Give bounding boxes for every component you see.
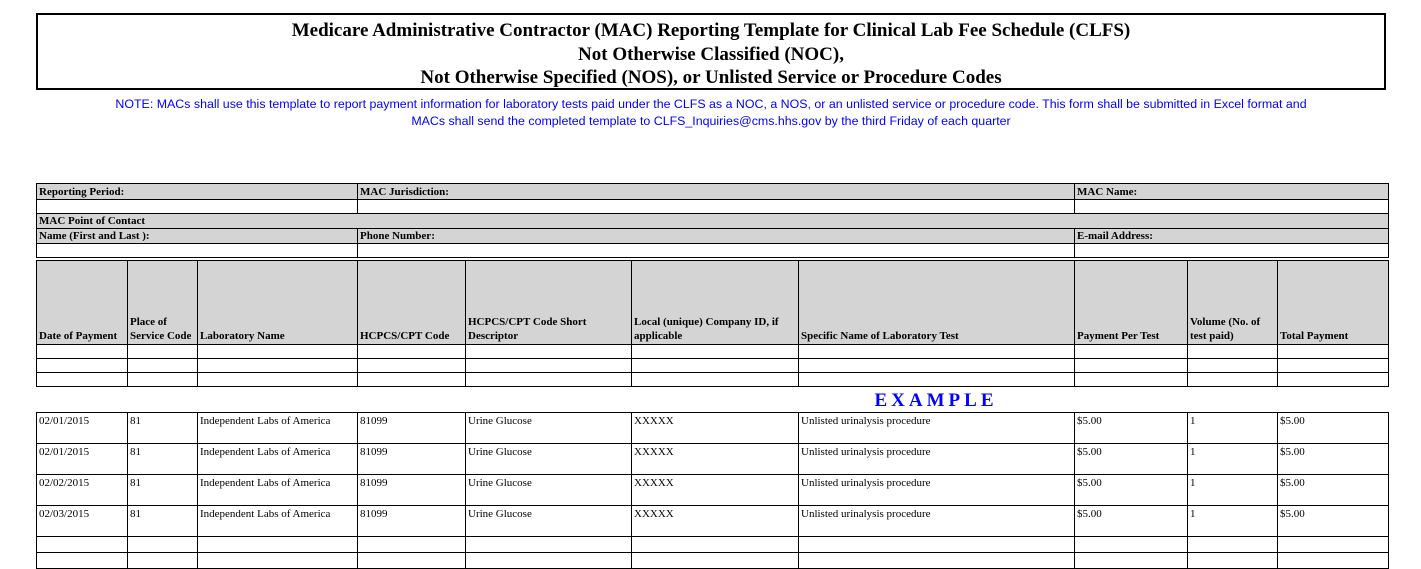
form-title-box	[36, 13, 1386, 90]
entry-cell[interactable]	[632, 553, 799, 569]
example-cell[interactable]: 1	[1188, 475, 1278, 506]
entry-cell[interactable]	[1278, 359, 1389, 373]
col-header-date-of-payment: Date of Payment	[37, 261, 128, 345]
example-cell[interactable]: Urine Glucose	[466, 444, 632, 475]
note-line-1: NOTE: MACs shall use this template to report payment information for laboratory tests paid under the CLFS as a NOC, a NOS, or an unlisted service or procedure code. This form shall be submitted in Excel format and	[115, 97, 1307, 111]
entry-cell[interactable]	[632, 373, 799, 387]
entry-cell[interactable]	[632, 537, 799, 553]
example-cell[interactable]: 81099	[358, 506, 466, 537]
example-cell[interactable]: 1	[1188, 413, 1278, 444]
entry-cell[interactable]	[466, 553, 632, 569]
mac-jurisdiction-label: MAC Jurisdiction:	[358, 184, 1075, 200]
mac-name-label: MAC Name:	[1075, 184, 1389, 200]
title-line-1: Medicare Administrative Contractor (MAC) Reporting Template for Clinical Lab Fee Schedule (CLFS)	[291, 20, 1131, 41]
entry-cell[interactable]	[37, 373, 128, 387]
entry-cell[interactable]	[37, 537, 128, 553]
entry-cell[interactable]	[632, 359, 799, 373]
col-header-total-payment: Total Payment	[1278, 261, 1389, 345]
example-cell[interactable]: 1	[1188, 506, 1278, 537]
reporting-period-label: Reporting Period:	[37, 184, 358, 200]
example-cell[interactable]: XXXXX	[632, 506, 799, 537]
phone-number-cell[interactable]	[358, 244, 1075, 258]
entry-cell[interactable]	[128, 553, 198, 569]
mac-jurisdiction-cell[interactable]	[358, 200, 1075, 214]
entry-cell[interactable]	[1075, 553, 1188, 569]
reporting-period-cell[interactable]	[37, 200, 358, 214]
example-heading: EXAMPLE	[874, 390, 998, 411]
example-cell[interactable]: Unlisted urinalysis procedure	[799, 506, 1075, 537]
entry-cell[interactable]	[198, 345, 358, 359]
entry-cell[interactable]	[1075, 345, 1188, 359]
entry-cell[interactable]	[799, 359, 1075, 373]
entry-cell[interactable]	[1278, 373, 1389, 387]
title-line-3: Not Otherwise Specified (NOS), or Unlisted Service or Procedure Codes	[420, 67, 1002, 88]
col-header-hcpcs-descriptor: HCPCS/CPT Code Short Descriptor	[466, 261, 632, 345]
entry-cell[interactable]	[1075, 359, 1188, 373]
example-row	[37, 413, 1389, 444]
example-cell[interactable]: 81099	[358, 413, 466, 444]
example-cell[interactable]: Urine Glucose	[466, 475, 632, 506]
entry-cell[interactable]	[1278, 537, 1389, 553]
example-cell[interactable]: 81099	[358, 444, 466, 475]
mac-point-of-contact-label: MAC Point of Contact	[37, 214, 1389, 229]
entry-cell[interactable]	[1188, 359, 1278, 373]
example-cell[interactable]: $5.00	[1278, 444, 1389, 475]
entry-cell[interactable]	[1188, 537, 1278, 553]
entry-table	[36, 260, 1389, 387]
example-cell[interactable]: $5.00	[1075, 506, 1188, 537]
entry-cell[interactable]	[358, 373, 466, 387]
empty-entry-row	[37, 359, 1389, 373]
entry-cell[interactable]	[1188, 345, 1278, 359]
col-header-volume: Volume (No. of test paid)	[1188, 261, 1278, 345]
entry-cell[interactable]	[1188, 553, 1278, 569]
example-cell[interactable]: 1	[1188, 444, 1278, 475]
example-table	[36, 412, 1389, 569]
entry-cell[interactable]	[799, 345, 1075, 359]
example-cell[interactable]: $5.00	[1075, 444, 1188, 475]
entry-cell[interactable]	[1278, 345, 1389, 359]
example-cell[interactable]: XXXXX	[632, 413, 799, 444]
example-cell[interactable]: 81	[128, 444, 198, 475]
example-cell[interactable]: 02/02/2015	[37, 475, 128, 506]
entry-cell[interactable]	[358, 553, 466, 569]
entry-cell[interactable]	[37, 553, 128, 569]
entry-cell[interactable]	[1075, 537, 1188, 553]
entry-cell[interactable]	[128, 359, 198, 373]
example-cell[interactable]: 02/01/2015	[37, 413, 128, 444]
entry-cell[interactable]	[358, 537, 466, 553]
entry-cell[interactable]	[799, 373, 1075, 387]
email-address-label: E-mail Address:	[1075, 229, 1389, 244]
entry-cell[interactable]	[198, 359, 358, 373]
phone-number-label: Phone Number:	[358, 229, 1075, 244]
example-cell[interactable]: XXXXX	[632, 475, 799, 506]
example-cell[interactable]: $5.00	[1075, 475, 1188, 506]
entry-cell[interactable]	[466, 345, 632, 359]
contact-name-label: Name (First and Last ):	[37, 229, 358, 244]
entry-cell[interactable]	[1075, 373, 1188, 387]
example-cell[interactable]: Unlisted urinalysis procedure	[799, 475, 1075, 506]
example-cell[interactable]: Independent Labs of America	[198, 413, 358, 444]
instruction-note	[36, 96, 1386, 130]
entry-cell[interactable]	[632, 345, 799, 359]
entry-cell[interactable]	[198, 373, 358, 387]
title-line-2: Not Otherwise Classified (NOC),	[578, 43, 844, 65]
example-row	[37, 475, 1389, 506]
example-cell[interactable]: XXXXX	[632, 444, 799, 475]
example-cell[interactable]: Urine Glucose	[466, 506, 632, 537]
entry-cell[interactable]	[358, 345, 466, 359]
example-cell[interactable]: Independent Labs of America	[198, 444, 358, 475]
example-cell[interactable]: $5.00	[1075, 413, 1188, 444]
example-cell[interactable]: Unlisted urinalysis procedure	[799, 413, 1075, 444]
entry-cell[interactable]	[128, 537, 198, 553]
example-cell[interactable]: 81	[128, 475, 198, 506]
entry-cell[interactable]	[198, 537, 358, 553]
example-cell[interactable]: $5.00	[1278, 506, 1389, 537]
note-line-2: MACs shall send the completed template to CLFS_Inquiries@cms.hhs.gov by the third Friday of each quarter	[411, 114, 1011, 128]
entry-cell[interactable]	[37, 345, 128, 359]
entry-cell[interactable]	[128, 345, 198, 359]
entry-cell[interactable]	[1278, 553, 1389, 569]
entry-cell[interactable]	[466, 373, 632, 387]
contact-info-table	[36, 183, 1389, 258]
col-header-laboratory-name: Laboratory Name	[198, 261, 358, 345]
entry-cell[interactable]	[37, 359, 128, 373]
mac-name-cell[interactable]	[1075, 200, 1389, 214]
entry-cell[interactable]	[128, 373, 198, 387]
empty-entry-row	[37, 553, 1389, 569]
contact-name-cell[interactable]	[37, 244, 358, 258]
example-cell[interactable]: Independent Labs of America	[198, 475, 358, 506]
empty-entry-row	[37, 537, 1389, 553]
example-cell[interactable]: 02/01/2015	[37, 444, 128, 475]
example-cell[interactable]: 81099	[358, 475, 466, 506]
entry-cell[interactable]	[198, 553, 358, 569]
example-cell[interactable]: Urine Glucose	[466, 413, 632, 444]
empty-entry-row	[37, 345, 1389, 359]
example-cell[interactable]: 81	[128, 506, 198, 537]
col-header-place-of-service: Place of Service Code	[128, 261, 198, 345]
example-cell[interactable]: Unlisted urinalysis procedure	[799, 444, 1075, 475]
empty-entry-row	[37, 373, 1389, 387]
col-header-company-id: Local (unique) Company ID, if applicable	[632, 261, 799, 345]
example-cell[interactable]: $5.00	[1278, 475, 1389, 506]
entry-cell[interactable]	[358, 359, 466, 373]
email-address-cell[interactable]	[1075, 244, 1389, 258]
col-header-payment-per-test: Payment Per Test	[1075, 261, 1188, 345]
entry-cell[interactable]	[799, 553, 1075, 569]
example-cell[interactable]: $5.00	[1278, 413, 1389, 444]
example-row	[37, 444, 1389, 475]
entry-cell[interactable]	[1188, 373, 1278, 387]
example-cell[interactable]: 02/03/2015	[37, 506, 128, 537]
entry-cell[interactable]	[466, 359, 632, 373]
col-header-hcpcs-code: HCPCS/CPT Code	[358, 261, 466, 345]
col-header-test-name: Specific Name of Laboratory Test	[799, 261, 1075, 345]
entry-cell[interactable]	[799, 537, 1075, 553]
example-cell[interactable]: Independent Labs of America	[198, 506, 358, 537]
entry-cell[interactable]	[466, 537, 632, 553]
example-row	[37, 506, 1389, 537]
example-cell[interactable]: 81	[128, 413, 198, 444]
